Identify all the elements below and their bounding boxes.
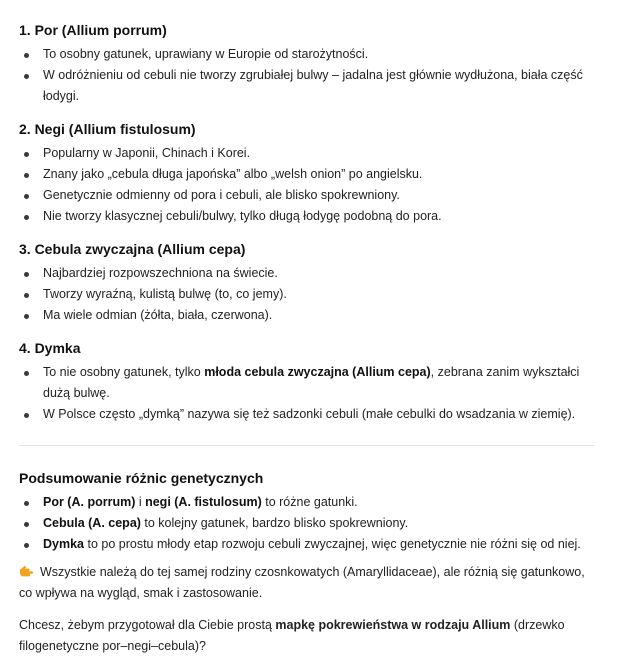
text-span: Znany jako „cebula długa japońska” albo „welsh onion” po angielsku.: [43, 167, 423, 181]
list-por: [19, 44, 595, 107]
text-span: to różne gatunki.: [261, 495, 358, 509]
list-dymka: [19, 362, 595, 425]
list-item: [19, 513, 595, 534]
list-item: [19, 362, 595, 404]
text-span: to po prostu młody etap rozwoju cebuli zwyczajnej, więc genetycznie nie różni się od niej.: [84, 537, 581, 551]
list-item: [19, 44, 595, 65]
text-span: Nie tworzy klasycznej cebuli/bulwy, tylko długą łodygę podobną do pora.: [43, 209, 442, 223]
bold-text: mapkę pokrewieństwa w rodzaju Allium: [275, 618, 511, 632]
text-span: To nie osobny gatunek, tylko: [43, 365, 205, 379]
summary-note: [19, 562, 595, 604]
bold-text: Por (A. porrum): [43, 495, 136, 509]
text-span: Chcesz, żebym przygotował dla Ciebie prostą: [19, 618, 276, 632]
follow-up-question: [19, 615, 595, 657]
list-item: [19, 65, 595, 107]
list-item: [19, 305, 595, 326]
text-span: Tworzy wyraźną, kulistą bulwę (to, co jemy).: [43, 287, 287, 301]
bold-text: młoda cebula zwyczajna (Allium cepa): [204, 365, 431, 379]
list-negi: [19, 143, 595, 227]
section-heading-dymka: 4. Dymka: [19, 340, 81, 356]
list-summary: [19, 492, 595, 555]
text-span: W Polsce często „dymką” nazywa się też sadzonki cebuli (małe cebulki do wsadzania w ziemię).: [43, 407, 576, 421]
list-item: [19, 263, 595, 284]
pointing-hand-icon: [19, 564, 34, 577]
list-item: [19, 164, 595, 185]
list-item: [19, 404, 595, 425]
bold-text: negi (A. fistulosum): [145, 495, 262, 509]
text-span: Najbardziej rozpowszechniona na świecie.: [43, 266, 278, 280]
list-item: [19, 206, 595, 227]
list-item: [19, 534, 595, 555]
bold-text: Cebula (A. cepa): [43, 516, 141, 530]
list-item: [19, 492, 595, 513]
divider: [19, 445, 595, 446]
list-item: [19, 284, 595, 305]
text-span: To osobny gatunek, uprawiany w Europie od starożytności.: [43, 47, 369, 61]
text-span: W odróżnieniu od cebuli nie tworzy zgrubiałej bulwy – jadalna jest głównie wydłużona, biała część łodygi.: [43, 68, 583, 103]
section-heading-cebula: 3. Cebula zwyczajna (Allium cepa): [19, 241, 246, 257]
section-heading-negi: 2. Negi (Allium fistulosum): [19, 121, 196, 137]
list-item: [19, 185, 595, 206]
summary-note-text: Wszystkie należą do tej samej rodziny czosnkowatych (Amaryllidaceae), ale różnią się gatunkowo, co wpływa na wygląd, smak i zastosowanie.: [19, 565, 585, 600]
list-item: [19, 143, 595, 164]
text-span: Ma wiele odmian (żółta, biała, czerwona).: [43, 308, 273, 322]
list-cebula: [19, 263, 595, 326]
text-span: , zebrana zanim wykształci dużą bulwę.: [43, 365, 580, 400]
bold-text: Dymka: [43, 537, 84, 551]
text-span: i: [135, 495, 146, 509]
text-span: to kolejny gatunek, bardzo blisko spokrewniony.: [140, 516, 409, 530]
text-span: Genetycznie odmienny od pora i cebuli, ale blisko spokrewniony.: [43, 188, 400, 202]
text-span: Popularny w Japonii, Chinach i Korei.: [43, 146, 251, 160]
text-span: (drzewko filogenetyczne por–negi–cebula)?: [19, 618, 565, 653]
section-heading-por: 1. Por (Allium porrum): [19, 22, 167, 38]
section-heading-summary: Podsumowanie różnic genetycznych: [19, 470, 264, 486]
